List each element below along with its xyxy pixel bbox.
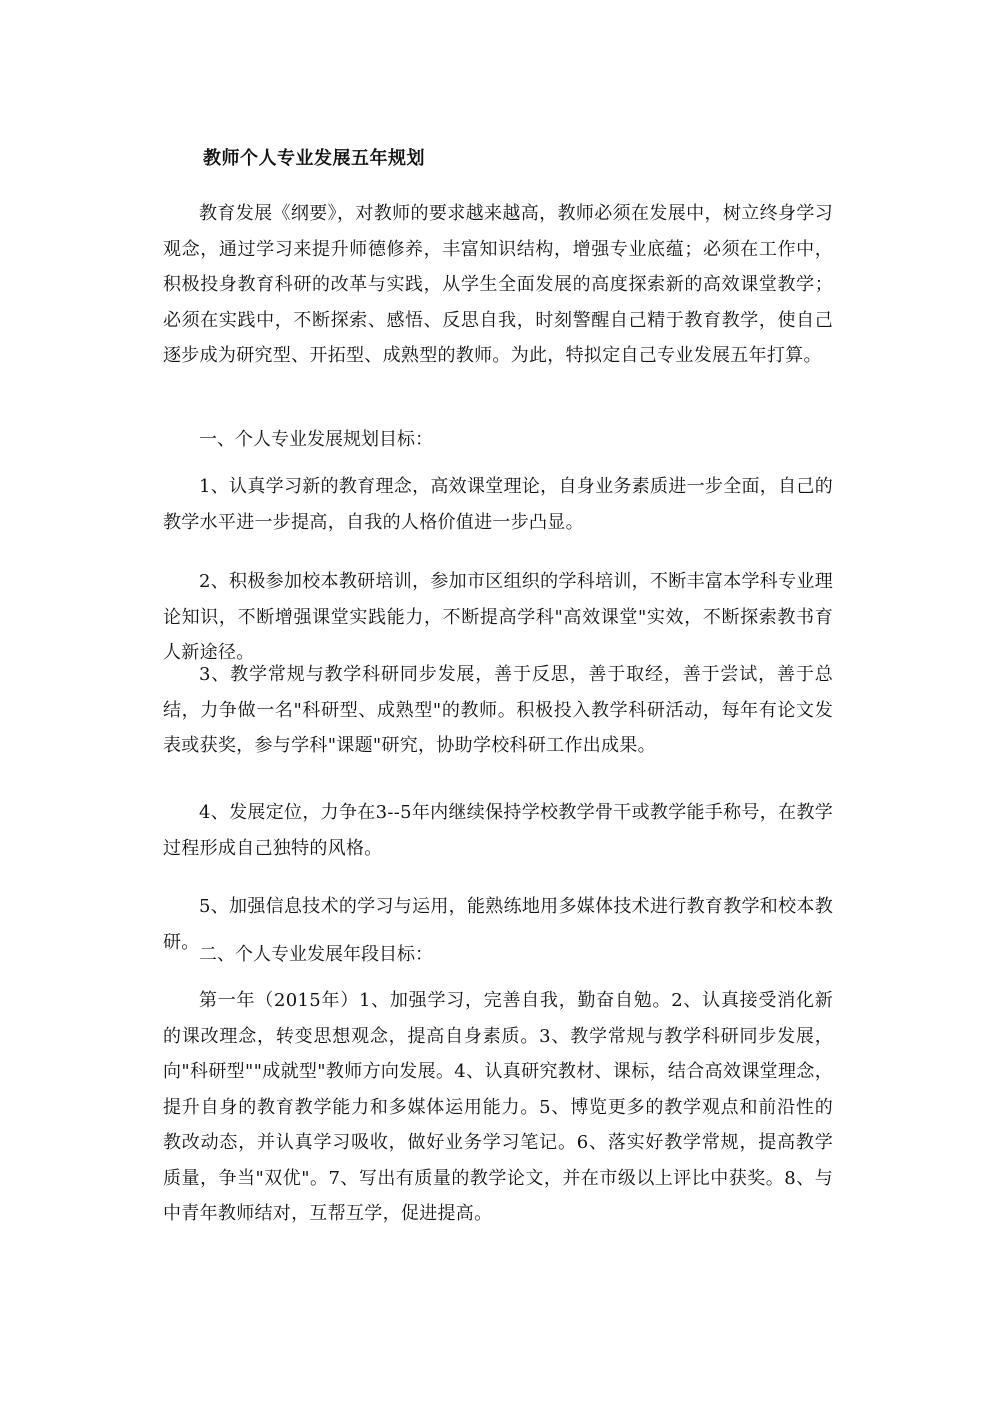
goal-paragraph-5: 5、加强信息技术的学习与运用，能熟练地用多媒体技术进行教育教学和校本教研。 xyxy=(163,896,833,953)
document-title: 教师个人专业发展五年规划 xyxy=(203,148,425,169)
section-heading-goals: 一、个人专业发展规划目标： xyxy=(199,429,433,450)
section-heading-yearly: 二、个人专业发展年段目标： xyxy=(199,944,433,965)
year1-paragraph: 第一年（2015年）1、加强学习，完善自我，勤奋自勉。2、认真接受消化新的课改理念，转变思想观念，提高自身素质。3、教学常规与教学科研同步发展，向"科研型""成就型"教师方向发展。4、认真研究教材、课标，结合高效课堂理念，提升自身的教育教学能力和多媒体运用能力。5、博览更多的教学观点和前沿性的教改动态，并认真学习吸收，做好业务学习笔记。6、落实好教学常规，提高教学质量，争当"双优"。7、写出有质量的教学论文，并在市级以上评比中获奖。8、与中青年教师结对，互帮互学，促进提高。 xyxy=(163,990,833,1224)
goal-paragraph-1: 1、认真学习新的教育理念，高效课堂理论，自身业务素质进一步全面，自己的教学水平进一步提高，自我的人格价值进一步凸显。 xyxy=(163,476,833,533)
intro-paragraph: 教育发展《纲要》，对教师的要求越来越高，教师必须在发展中，树立终身学习观念，通过学习来提升师德修养，丰富知识结构，增强专业底蕴；必须在工作中，积极投身教育科研的改革与实践，从学生全面发展的高度探索新的高效课堂教学；必须在实践中，不断探索、感悟、反思自我，时刻警醒自己精于教育教学，使自己逐步成为研究型、开拓型、成熟型的教师。为此，特拟定自己专业发展五年打算。 xyxy=(163,203,833,366)
goal-paragraph-4: 4、发展定位，力争在3--5年内继续保持学校教学骨干或教学能手称号，在教学过程形成自己独特的风格。 xyxy=(163,802,833,859)
goal-paragraph-3: 3、教学常规与教学科研同步发展，善于反思，善于取经，善于尝试，善于总结，力争做一名"科研型、成熟型"的教师。积极投入教学科研活动，每年有论文发表或获奖，参与学科"课题"研究，协助学校科研工作出成果。 xyxy=(163,664,833,756)
goal-paragraph-2: 2、积极参加校本教研培训，参加市区组织的学科培训，不断丰富本学科专业理论知识，不断增强课堂实践能力，不断提高学科"高效课堂"实效，不断探索教书育人新途径。 xyxy=(163,571,833,663)
